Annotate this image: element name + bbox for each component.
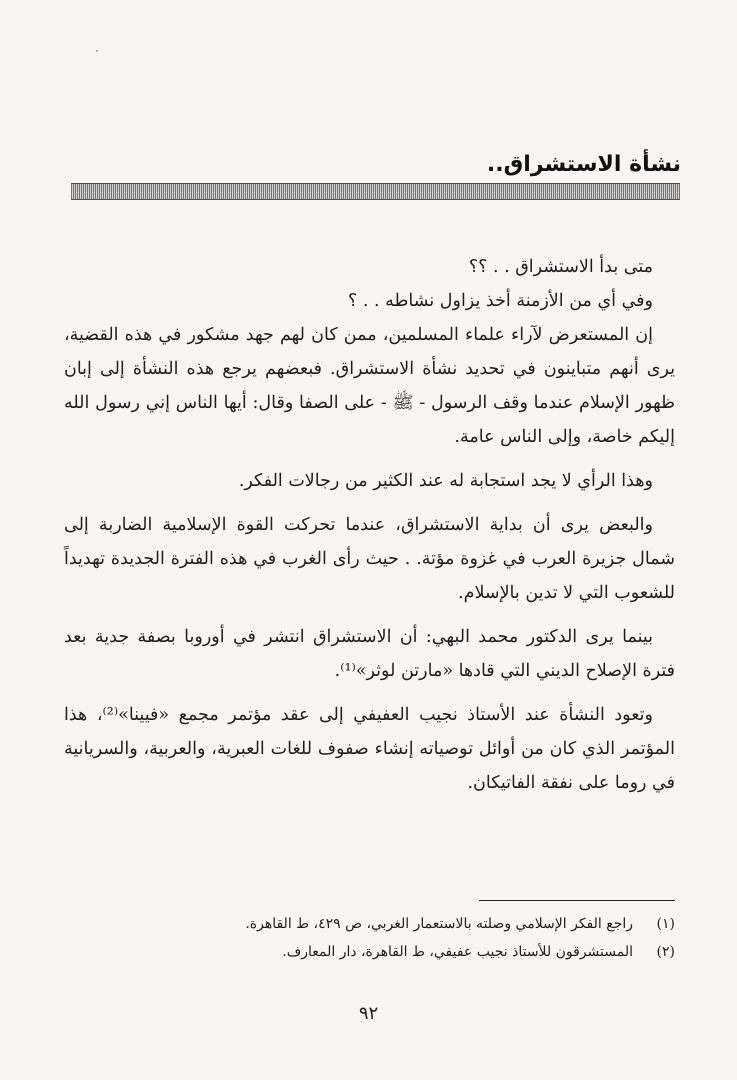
footnote-item xyxy=(64,938,675,966)
paragraph-mutah: والبعض يرى أن بداية الاستشراق، عندما تحركت القوة الإسلامية الضاربة إلى شمال جزيرة العرب في غزوة مؤتة. . حيث رأى الغرب في هذه الفترة الجديدة تهديداً للشعوب التي لا تدين بالإسلام. xyxy=(64,515,675,603)
footnote-item xyxy=(64,910,675,938)
footnote-number: (٢) xyxy=(656,944,675,960)
paragraph-afifi: وتعود النشأة عند الأستاذ نجيب العفيفي إلى عقد مؤتمر مجمع «فيينا»⁽²⁾، هذا المؤتمر الذي كان من أوائل توصياته إنشاء صفوف للغات العبرية، والعربية، والسريانية في روما على نفقة الفاتيكان. xyxy=(64,705,675,793)
running-head: نشأة الاستشراق.. xyxy=(486,152,681,177)
header-rule xyxy=(71,183,680,200)
body-text xyxy=(64,250,675,800)
paragraph-question-2: وفي أي من الأزمنة أخذ يزاول نشاطه . . ؟ xyxy=(347,291,653,311)
footnotes xyxy=(64,910,675,966)
page-number: ٩٢ xyxy=(358,1003,379,1024)
footnote-rule xyxy=(479,900,675,901)
paragraph-scholars-views: إن المستعرض لآراء علماء المسلمين، ممن كان لهم جهد مشكور في هذه القضية، يرى أنهم متباينون في تحديد نشأة الاستشراق. فبعضهم يرجع هذه النشأة إلى إبان ظهور الإسلام عندما وقف الرسول - ﷺ - على الصفا وقال: أيها الناس إني رسول الله إليكم خاصة، وإلى الناس عامة. xyxy=(64,325,675,447)
paragraph-question-1: متى بدأ الاستشراق . . ؟؟ xyxy=(468,257,653,277)
paragraph-response: وهذا الرأي لا يجد استجابة له عند الكثير من رجالات الفكر. xyxy=(238,471,653,491)
footnote-number: (١) xyxy=(656,916,675,932)
paragraph-bahi: بينما يرى الدكتور محمد البهي: أن الاستشراق انتشر في أوروبا بصفة جدية بعد فترة الإصلاح الديني التي قادها «مارتن لوثر»⁽¹⁾. xyxy=(64,627,675,681)
footnote-text: المستشرقون للأستاذ نجيب عفيفي، ط القاهرة، دار المعارف. xyxy=(282,944,633,960)
footnote-text: راجع الفكر الإسلامي وصلته بالاستعمار الغربي، ص ٤٢٩، ط القاهرة. xyxy=(245,916,633,932)
paper-speck xyxy=(96,50,98,52)
